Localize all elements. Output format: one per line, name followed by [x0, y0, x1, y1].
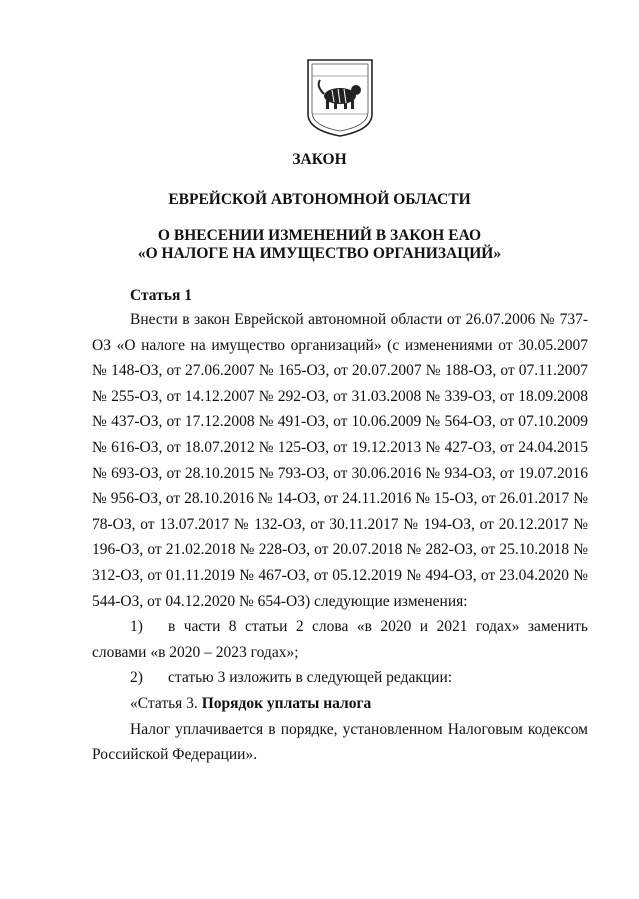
quote-prefix: «Статья 3. [130, 694, 202, 712]
quoted-article-body: Налог уплачивается в порядке, установленном Налоговым кодексом Российской Федерации». [92, 720, 588, 764]
article-heading: Статья 1 [130, 287, 192, 304]
list-item-2 [92, 665, 588, 691]
quoted-article-title [92, 691, 588, 717]
article-body [92, 307, 588, 768]
quote-title: Порядок уплаты налога [201, 694, 372, 712]
subject-line-2: «О НАЛОГЕ НА ИМУЩЕСТВО ОРГАНИЗАЦИЙ» [137, 245, 502, 262]
list-number: 1) [130, 618, 143, 636]
list-text: в части 8 статьи 2 слова «в 2020 и 2021 годах» заменить словами «в 2020 – 2023 годах»; [92, 618, 588, 661]
coat-of-arms-emblem [304, 56, 376, 140]
document-type: ЗАКОН [292, 151, 347, 168]
list-text: статью 3 изложить в следующей редакции: [168, 669, 453, 687]
list-number: 2) [130, 669, 143, 687]
list-item-1 [92, 614, 588, 665]
subject-line-1: О ВНЕСЕНИИ ИЗМЕНЕНИЙ В ЗАКОН ЕАО [157, 227, 482, 244]
region-name: ЕВРЕЙСКОЙ АВТОНОМНОЙ ОБЛАСТИ [168, 191, 471, 208]
article-intro: Внести в закон Еврейской автономной области от 26.07.2006 № 737-ОЗ «О налоге на имущество организаций» (с изменениями от 30.05.2007 № 148-ОЗ, от 27.06.2007 № 165-ОЗ, от 20.07.2007 № 188-ОЗ, от 07.11.2007 № 255-ОЗ, от 14.12.2007 № 292-ОЗ, от 31.03.2008 № 339-ОЗ, от 18.09.2008 № 437-ОЗ, от 17.12.2008 № 491-ОЗ, от 10.06.2009 № 564-ОЗ, от 07.10.2009 № 616-ОЗ, от 18.07.2012 № 125-ОЗ, от 19.12.2013 № 427-ОЗ, от 24.04.2015 № 693-ОЗ, от 28.10.2015 № 793-ОЗ, от 30.06.2016 № 934-ОЗ, от 19.07.2016 № 956-ОЗ, от 28.10.2016 № 14-ОЗ, от 24.11.2016 № 15-ОЗ, от 26.01.2017 № 78-ОЗ, от 13.07.2017 № 132-ОЗ, от 30.11.2017 № 194-ОЗ, от 20.12.2017 № 196-ОЗ, от 21.02.2018 № 228-ОЗ, от 20.07.2018 № 282-ОЗ, от 25.10.2018 № 312-ОЗ, от 01.11.2019 № 467-ОЗ, от 05.12.2019 № 494-ОЗ, от 23.04.2020 № 544-ОЗ, от 04.12.2020 № 654-ОЗ) следующие изменения: [92, 311, 588, 610]
